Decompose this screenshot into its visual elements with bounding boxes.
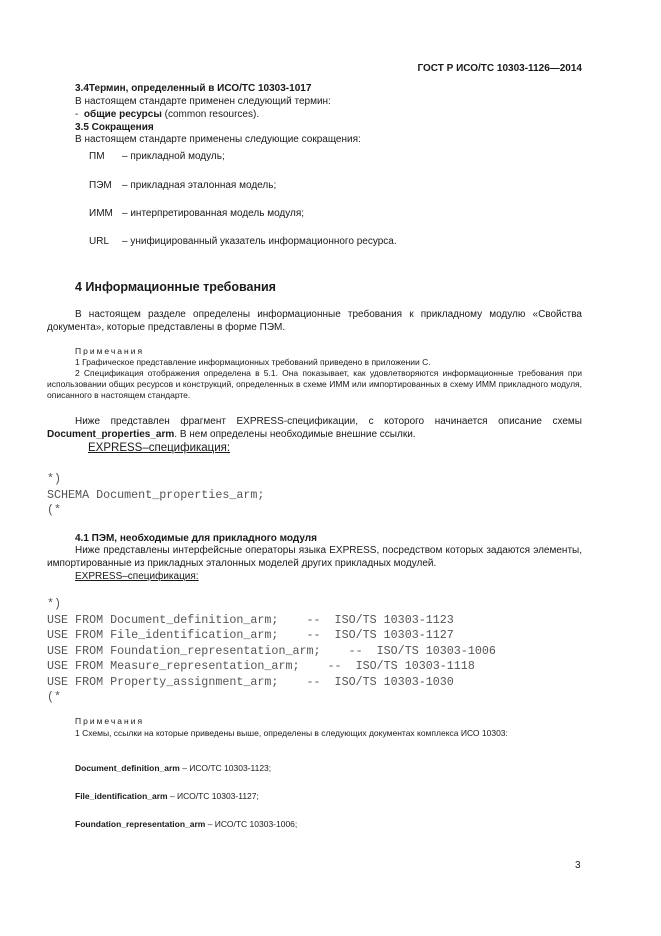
- term-line: [75, 109, 259, 121]
- abbrev-item: [89, 151, 105, 163]
- express-spec-label: EXPRESS–спецификация:: [88, 442, 231, 454]
- express-intro-tail: . В нем определены необходимые внешние ссылки.: [174, 429, 416, 440]
- express-code-schema: *) SCHEMA Document_properties_arm; (*: [47, 472, 265, 517]
- ref-document: – ИСО/ТС 10303-1127;: [167, 791, 259, 801]
- section-4-1-heading: 4.1 ПЭМ, необходимые для прикладного модуля: [75, 533, 317, 544]
- abbrev-definition: – унифицированный указатель информационного ресурса.: [122, 236, 397, 247]
- abbrev-code: URL: [89, 236, 110, 247]
- abbrev-item: [89, 180, 112, 192]
- abbrev-item: [89, 208, 113, 220]
- abbrev-definition: – прикладной модуль;: [122, 151, 225, 162]
- express-intro-paragraph: [47, 415, 582, 441]
- note-schemas: 1 Схемы, ссылки на которые приведены выше, определены в следующих документах комплекса ИСО 10303:: [75, 728, 508, 738]
- term-name: общие ресурсы: [83, 109, 162, 120]
- abbrev-definition: – интерпретированная модель модуля;: [122, 208, 305, 219]
- section-4-paragraph: В настоящем разделе определены информационные требования к прикладному модулю «Свойства документа», которые представлены в форме ПЭМ.: [47, 309, 582, 333]
- ref-document: – ИСО/ТС 10303-1123;: [179, 763, 272, 773]
- page-number: 3: [575, 860, 581, 871]
- section-3-5-heading: 3.5 Сокращения: [75, 122, 154, 133]
- schema-name: Document_properties_arm: [47, 429, 175, 440]
- abbrev-item: [89, 236, 109, 248]
- section-4-heading: 4 Информационные требования: [75, 280, 276, 294]
- notes-label-2: Примечания: [75, 716, 145, 726]
- section-3-4-heading: 3.4Термин, определенный в ИСО/ТС 10303-1017: [75, 83, 312, 94]
- abbrev-code: ПЭМ: [89, 180, 112, 191]
- abbrev-definition: – прикладная эталонная модель;: [122, 180, 277, 191]
- abbrev-code: ПМ: [89, 151, 105, 162]
- term-dash: -: [75, 109, 79, 120]
- term-english: (common resources).: [161, 109, 260, 120]
- note-2: 2 Спецификация отображения определена в 5.1. Она показывает, как удовлетворяются информационные требования при использовании общих ресурсов и конструкций, определенных в схеме ИММ или импортированных в схему ИММ прикладного модуля, описанного в настоящем стандарте.: [47, 368, 582, 400]
- express-spec-label-2: EXPRESS–спецификация:: [75, 571, 199, 582]
- ref-document: – ИСО/ТС 10303-1006;: [205, 819, 298, 829]
- section-4-1-paragraph: Ниже представлены интерфейсные операторы языка EXPRESS, посредством которых задаются элементы, импортированные из прикладных эталонных моделей других прикладных модулей.: [47, 545, 582, 569]
- section-3-4-intro: В настоящем стандарте применен следующий термин:: [75, 96, 331, 107]
- section-3-5-intro: В настоящем стандарте применены следующие сокращения:: [75, 134, 361, 145]
- abbrev-code: ИММ: [89, 208, 113, 219]
- notes-label: Примечания: [75, 346, 145, 356]
- ref-item: [75, 819, 297, 830]
- ref-schema-name: Foundation_representation_arm: [75, 819, 206, 829]
- express-code-use-from: *) USE FROM Document_definition_arm; -- ISO/TS 10303-1123 USE FROM File_identification_arm; -- ISO/TS 10303-1127 USE FROM Foundation_representation_arm; -- ISO/TS 10303-1006 USE FROM Measure_representation_arm; -- ISO/TS 10303-1118 USE FROM Property_assignment_arm; -- ISO/TS 10303-1030 (*: [47, 597, 496, 704]
- note-1: 1 Графическое представление информационных требований приведено в приложении С.: [75, 357, 431, 367]
- ref-schema-name: Document_definition_arm: [75, 763, 180, 773]
- ref-item: [75, 763, 271, 774]
- ref-schema-name: File_identification_arm: [75, 791, 168, 801]
- standard-header: ГОСТ Р ИСО/ТС 10303-1126—2014: [417, 63, 582, 74]
- express-intro-text: Ниже представлен фрагмент EXPRESS-спецификации, с которого начинается описание схемы: [75, 416, 582, 427]
- ref-item: [75, 791, 259, 802]
